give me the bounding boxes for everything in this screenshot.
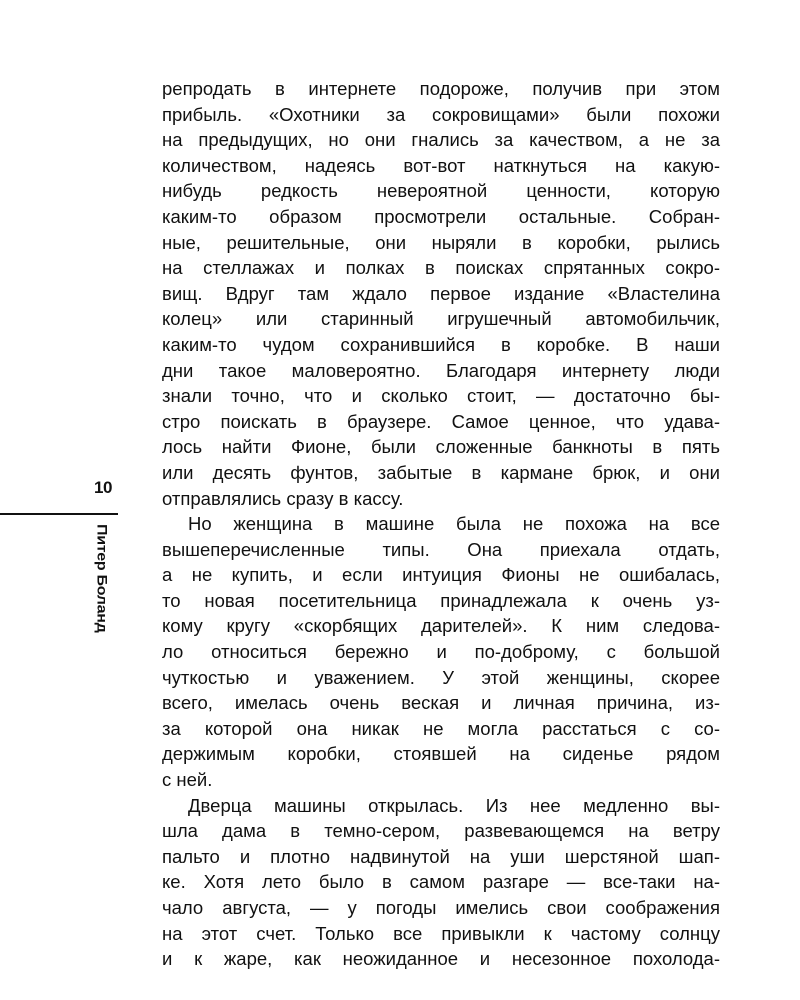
text-line: за которой она никак не могла расстаться с со- — [162, 717, 720, 739]
text-line: чуткостью и уважением. У этой женщины, скорее — [162, 666, 720, 688]
text-line: Дверца машины открылась. Из нее медленно вы- — [188, 794, 720, 816]
text-line: всего, имелась очень веская и личная причина, из- — [162, 692, 720, 714]
text-line: лось найти Фионе, были сложенные банкноты в пять — [162, 436, 720, 458]
running-head — [88, 524, 114, 632]
text-line: каким-то чудом сохранившийся в коробке. В наши — [162, 333, 720, 355]
text-line: то новая посетительница принадлежала к очень уз- — [162, 589, 720, 611]
text-line: кому кругу «скорбящих дарителей». К ним следова- — [162, 615, 720, 637]
text-line: стро поискать в браузере. Самое ценное, что удава- — [162, 410, 720, 432]
text-line: на предыдущих, но они гнались за качеством, а не за — [162, 129, 720, 151]
text-line: на этот счет. Только все привыкли к частому солнцу — [162, 922, 720, 944]
text-line: количеством, надеясь вот-вот наткнуться на какую- — [162, 154, 720, 176]
text-line: дни такое маловероятно. Благодаря интернету люди — [162, 359, 720, 381]
text-line: на стеллажах и полках в поисках спрятанных сокро- — [162, 257, 720, 279]
text-line: нибудь редкость невероятной ценности, которую — [162, 180, 720, 202]
paragraph — [162, 76, 720, 511]
text-line: ные, решительные, они ныряли в коробки, рылись — [162, 231, 720, 253]
text-line: пальто и плотно надвинутой на уши шерстяной шап- — [162, 845, 720, 867]
text-line: отправлялись сразу в кассу. — [162, 487, 404, 509]
text-line: репродать в интернете подороже, получив при этом — [162, 78, 720, 99]
text-line: с ней. — [162, 769, 213, 791]
text-line: чало августа, — у погоды имелись свои соображения — [162, 897, 720, 918]
text-line: вышеперечисленные типы. Она приехала отдать, — [162, 538, 720, 560]
text-line: колец» или старинный игрушечный автомобильчик, — [162, 308, 720, 330]
text-line: держимым коробки, стоявшей на сиденье рядом — [162, 743, 720, 765]
page-number: 10 — [94, 478, 112, 497]
text-line: ке. Хотя лето было в самом разгаре — все-таки на- — [162, 871, 720, 893]
paragraph — [162, 793, 720, 972]
text-line: знали точно, что и сколько стоит, — достаточно бы- — [162, 385, 720, 407]
body-text — [162, 76, 720, 972]
text-line: шла дама в темно-сером, развевающемся на ветру — [162, 820, 720, 842]
text-line: вищ. Вдруг там ждало первое издание «Властелина — [162, 282, 720, 304]
text-line: каким-то образом просмотрели остальные. Собран- — [162, 205, 720, 227]
text-line: а не купить, и если интуиция Фионы не ошибалась, — [162, 564, 720, 586]
page-number-rule — [0, 513, 118, 515]
text-line: прибыль. «Охотники за сокровищами» были похожи — [162, 103, 720, 125]
paragraph — [162, 511, 720, 793]
text-line: Но женщина в машине была не похожа на все — [188, 513, 720, 535]
text-line: и к жаре, как неожиданное и несезонное похолода- — [162, 948, 720, 970]
text-line: или десять фунтов, забытые в кармане брюк, и они — [162, 461, 720, 483]
running-head-author: Питер Боланд — [94, 524, 109, 633]
text-line: ло относиться бережно и по-доброму, с большой — [162, 641, 720, 663]
